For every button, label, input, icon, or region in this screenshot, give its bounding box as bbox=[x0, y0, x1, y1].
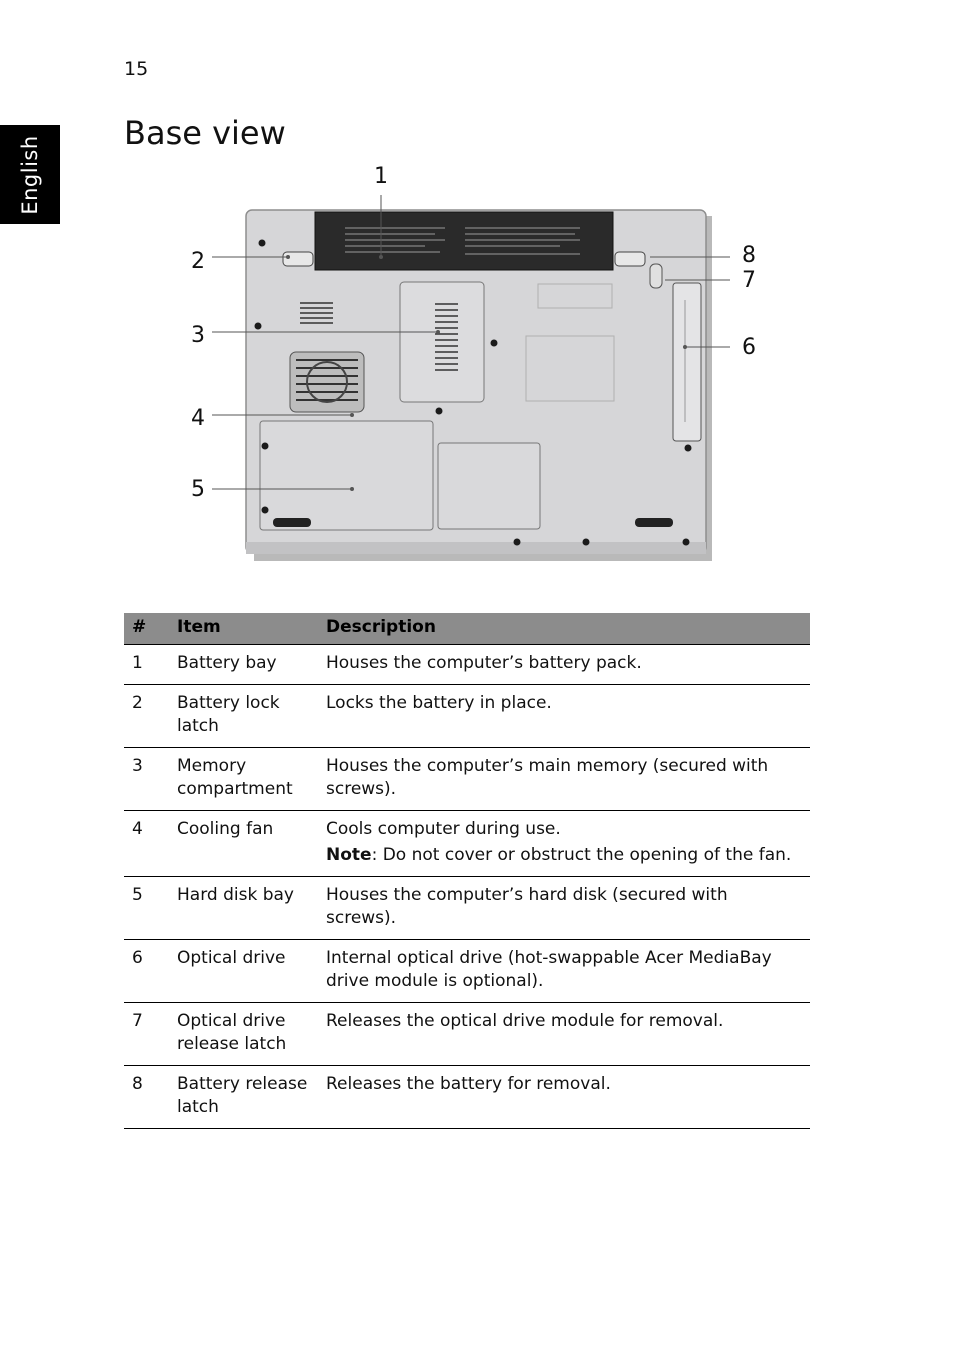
table-header-row bbox=[124, 613, 810, 645]
callout-4: 4 bbox=[191, 406, 205, 431]
table-row bbox=[124, 1003, 810, 1066]
row-item: Battery release latch bbox=[169, 1066, 318, 1129]
row-description: Houses the computer’s main memory (secured with screws). bbox=[318, 748, 810, 811]
table-row bbox=[124, 685, 810, 748]
row-description: Houses the computer’s hard disk (secured with screws). bbox=[318, 877, 810, 940]
laptop-base-illustration bbox=[180, 160, 780, 580]
callout-5: 5 bbox=[191, 477, 205, 502]
row-number: 5 bbox=[124, 877, 169, 940]
row-item: Optical drive bbox=[169, 940, 318, 1003]
table-row bbox=[124, 645, 810, 685]
row-number: 6 bbox=[124, 940, 169, 1003]
row-item: Cooling fan bbox=[169, 811, 318, 877]
row-number: 3 bbox=[124, 748, 169, 811]
row-description: Internal optical drive (hot-swappable Acer MediaBay drive module is optional). bbox=[318, 940, 810, 1003]
table-row bbox=[124, 748, 810, 811]
row-number: 8 bbox=[124, 1066, 169, 1129]
table-row bbox=[124, 877, 810, 940]
page-title: Base view bbox=[124, 114, 286, 152]
callout-1: 1 bbox=[374, 164, 388, 189]
row-number: 2 bbox=[124, 685, 169, 748]
fan-note bbox=[326, 844, 802, 867]
note-label: Note bbox=[326, 845, 372, 865]
row-item: Memory compartment bbox=[169, 748, 318, 811]
row-item: Battery lock latch bbox=[169, 685, 318, 748]
row-description: Houses the computer’s battery pack. bbox=[318, 645, 810, 685]
note-text: : Do not cover or obstruct the opening of the fan. bbox=[371, 845, 792, 865]
callout-8: 8 bbox=[742, 243, 756, 268]
row-description: Releases the optical drive module for removal. bbox=[318, 1003, 810, 1066]
table-row bbox=[124, 1066, 810, 1129]
laptop-base-figure bbox=[180, 160, 780, 580]
row-number: 1 bbox=[124, 645, 169, 685]
table-row bbox=[124, 940, 810, 1003]
header-item: Item bbox=[169, 613, 318, 645]
row-number: 7 bbox=[124, 1003, 169, 1066]
row-description: Locks the battery in place. bbox=[318, 685, 810, 748]
callout-6: 6 bbox=[742, 335, 756, 360]
row-item: Optical drive release latch bbox=[169, 1003, 318, 1066]
row-description: Cools computer during use. bbox=[326, 819, 561, 839]
row-number: 4 bbox=[124, 811, 169, 877]
row-description-with-note bbox=[318, 811, 810, 877]
row-description: Releases the battery for removal. bbox=[318, 1066, 810, 1129]
header-description: Description bbox=[318, 613, 810, 645]
side-tab-label: English bbox=[18, 134, 42, 215]
table-row bbox=[124, 811, 810, 877]
callout-2: 2 bbox=[191, 249, 205, 274]
page-number: 15 bbox=[124, 58, 149, 80]
language-side-tab bbox=[0, 125, 60, 224]
callout-3: 3 bbox=[191, 323, 205, 348]
row-item: Hard disk bay bbox=[169, 877, 318, 940]
base-view-items-table bbox=[124, 613, 810, 1129]
callout-7: 7 bbox=[742, 268, 756, 293]
row-item: Battery bay bbox=[169, 645, 318, 685]
header-number: # bbox=[124, 613, 169, 645]
